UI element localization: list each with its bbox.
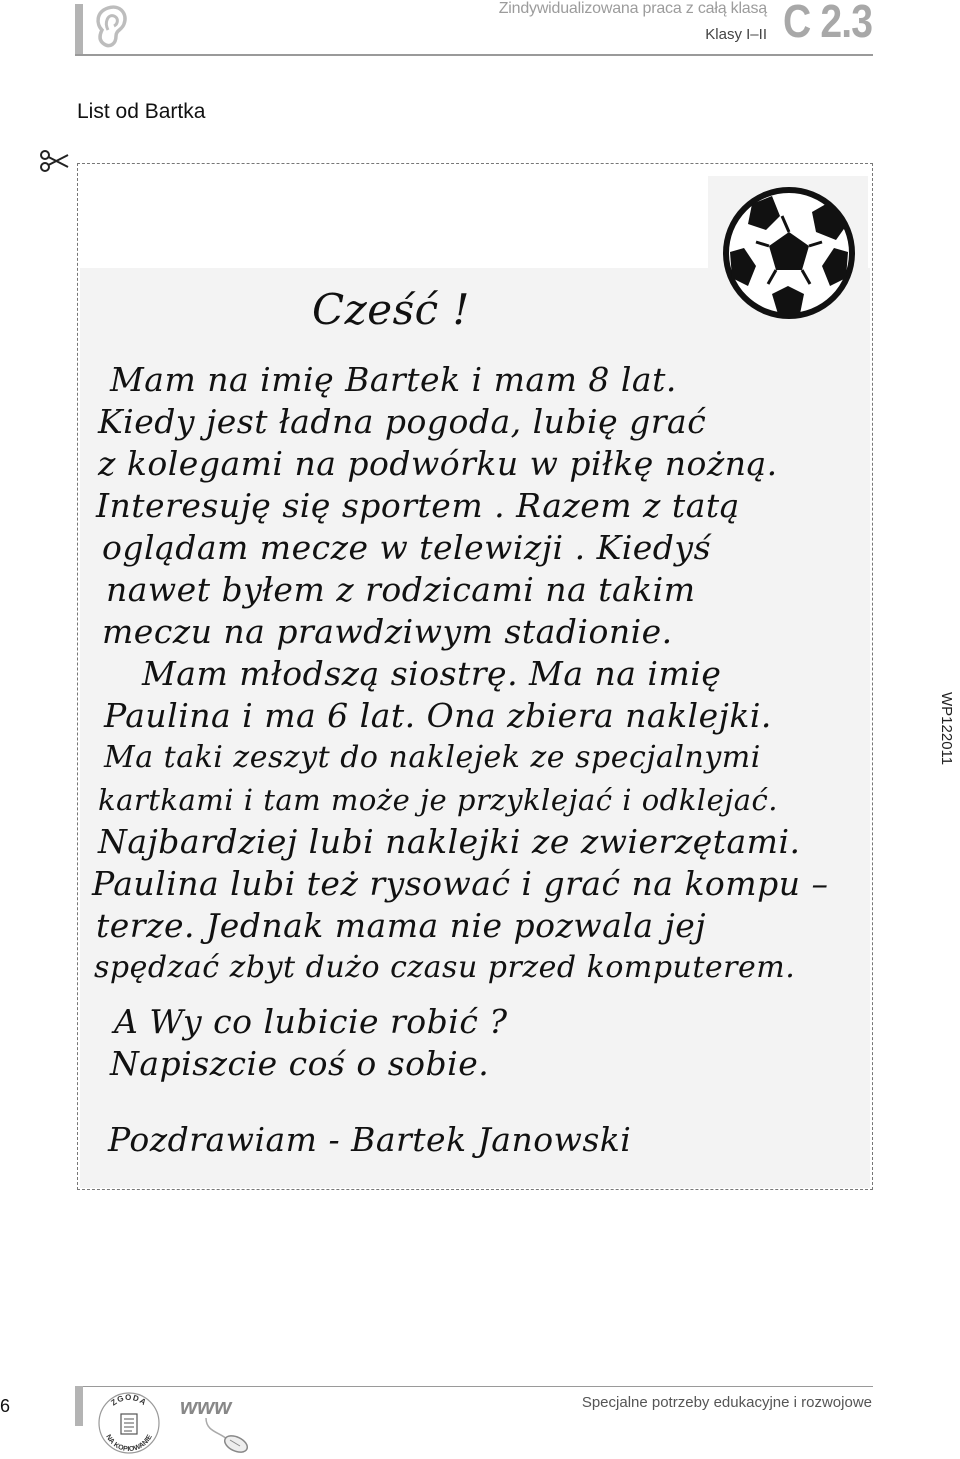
page-title: List od Bartka bbox=[77, 100, 206, 123]
letter-line: A Wy co lubicie robić ? bbox=[114, 1002, 508, 1041]
letter-line: Kiedy jest ładna pogoda, lubię grać bbox=[98, 402, 707, 441]
footer-divider bbox=[75, 1386, 873, 1387]
letter-line: terze. Jednak mama nie pozwala jej bbox=[96, 906, 707, 945]
ear-icon bbox=[92, 4, 132, 50]
letter-line: Mam młodszą siostrę. Ma na imię bbox=[142, 654, 722, 693]
letter-line: meczu na prawdziwym stadionie. bbox=[102, 612, 673, 651]
letter-line: oglądam mecze w telewizji . Kiedyś bbox=[102, 528, 712, 567]
copy-permission-stamp bbox=[96, 1390, 162, 1456]
header-code: C 2.3 bbox=[783, 0, 873, 47]
svg-text:NA KOPIOWANIE bbox=[104, 1433, 154, 1453]
letter-line: nawet byłem z rodzicami na takim bbox=[106, 570, 696, 609]
header-title: Zindywidualizowana praca z całą klasą bbox=[498, 0, 767, 17]
letter-signature: Pozdrawiam - Bartek Janowski bbox=[108, 1120, 632, 1159]
header-class-range: Klasy I–II bbox=[705, 26, 767, 43]
page-number: 6 bbox=[0, 1396, 11, 1416]
letter-line: spędzać zbyt dużo czasu przed komputerem. bbox=[94, 950, 796, 985]
letter-line: Najbardziej lubi naklejki ze zwierzętami. bbox=[98, 822, 801, 861]
letter-line: Interesuję się sportem . Razem z tatą bbox=[96, 486, 740, 525]
side-code: WP122011 bbox=[938, 692, 955, 766]
letter-line: kartkami i tam może je przyklejać i odklejać. bbox=[98, 783, 778, 817]
scissors-icon bbox=[40, 149, 70, 173]
letter-line: Paulina lubi też rysować i grać na kompu – bbox=[92, 864, 829, 903]
header-accent-bar bbox=[75, 4, 83, 56]
letter-line: Napiszcie coś o sobie. bbox=[110, 1044, 490, 1083]
stamp-bottom-text: NA KOPIOWANIE bbox=[104, 1433, 154, 1454]
stamp-top-text: ZGODA bbox=[109, 1392, 149, 1408]
letter-line: z kolegami na podwórku w piłkę nożną. bbox=[98, 444, 778, 483]
letter-line: Mam na imię Bartek i mam 8 lat. bbox=[110, 360, 677, 399]
header-divider bbox=[75, 54, 873, 56]
letter-line: Cześć ! bbox=[312, 285, 470, 334]
footer-accent-bar bbox=[75, 1386, 83, 1426]
letter-line: Paulina i ma 6 lat. Ona zbiera naklejki. bbox=[104, 696, 772, 735]
soccer-ball-icon bbox=[722, 186, 856, 320]
footer-text: Specjalne potrzeby edukacyjne i rozwojowe bbox=[581, 1394, 872, 1411]
svg-text:ZGODA bbox=[109, 1393, 148, 1408]
www-logo-text: www bbox=[180, 1394, 232, 1419]
letter-line: Ma taki zeszyt do naklejek ze specjalnymi bbox=[104, 740, 761, 775]
www-logo bbox=[176, 1392, 256, 1458]
